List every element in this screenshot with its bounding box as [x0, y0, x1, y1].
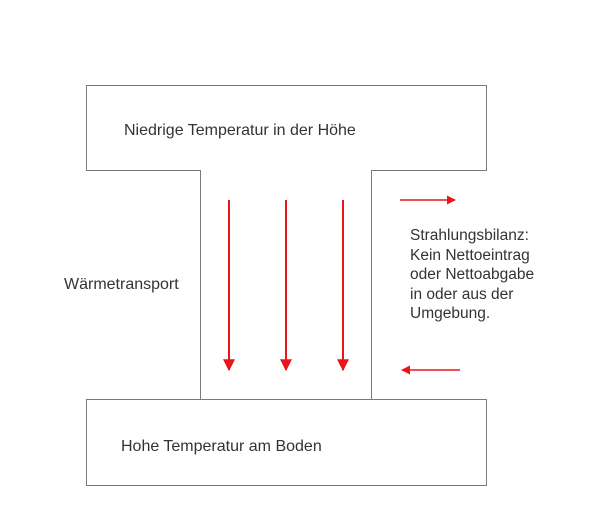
- bottom-box-label: Hohe Temperatur am Boden: [121, 438, 322, 455]
- top-box-label: Niedrige Temperatur in der Höhe: [124, 122, 356, 139]
- heat-transport-column: [200, 170, 372, 400]
- heat-transport-label: Wärmetransport: [64, 276, 179, 293]
- radiation-balance-text: [410, 226, 534, 324]
- radiation-line-2: Kein Nettoeintrag: [410, 246, 530, 264]
- radiation-line-4: in oder aus der: [410, 285, 514, 303]
- radiation-line-5: Umgebung.: [410, 305, 491, 322]
- radiation-line-1: Strahlungsbilanz:: [410, 227, 529, 244]
- radiation-line-3: oder Nettoabgabe: [410, 266, 535, 283]
